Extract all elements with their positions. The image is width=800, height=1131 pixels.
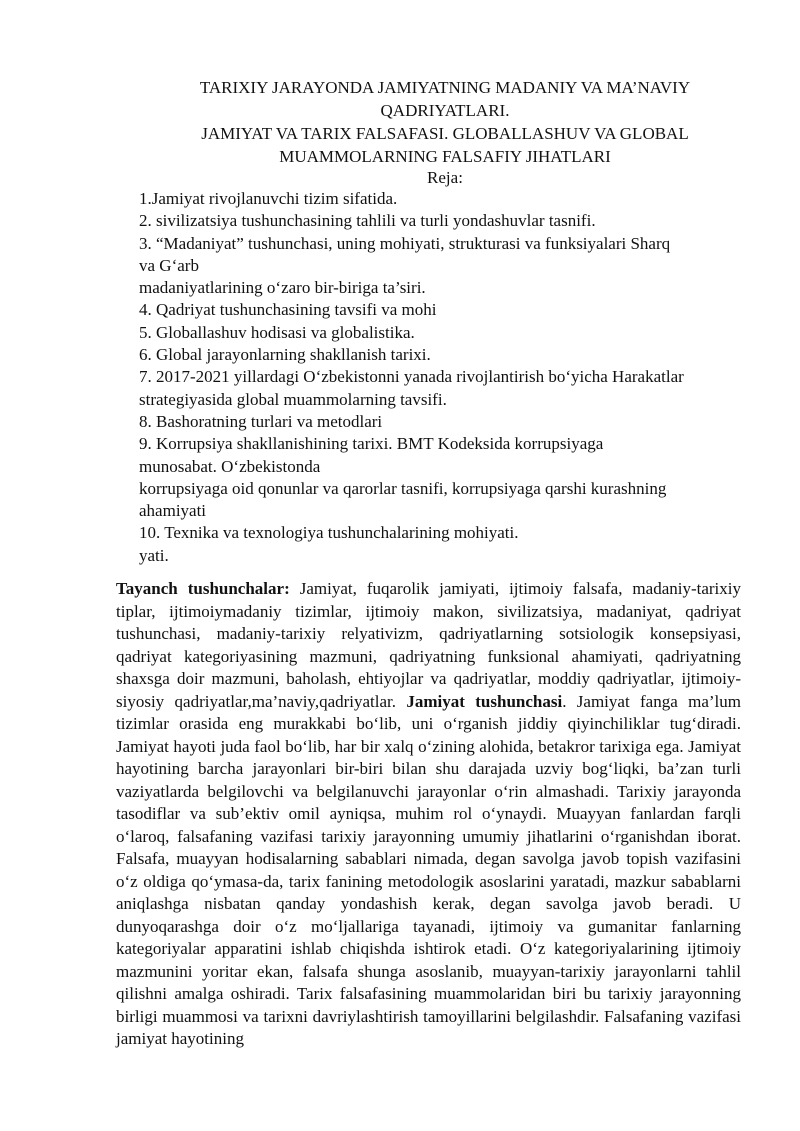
plan-line: 10. Texnika va texnologiya tushunchalarining mohiyati. bbox=[139, 523, 519, 543]
plan-line: 8. Bashoratning turlari va metodlari bbox=[139, 411, 383, 431]
title-line: MUAMMOLARNING FALSAFIY JIHATLARI bbox=[279, 147, 611, 166]
plan-line: yati. bbox=[139, 545, 169, 565]
title-line: QADRIYATLARI. bbox=[380, 101, 510, 120]
plan-line: 1.Jamiyat rivojlanuvchi tizim sifatida. bbox=[139, 189, 398, 208]
document-title bbox=[140, 76, 750, 168]
plan-line: 4. Qadriyat tushunchasining tavsifi va mohi bbox=[139, 300, 437, 320]
plan-heading: Reja: bbox=[427, 168, 463, 187]
key-terms-label: Tayanch tushunchalar: bbox=[116, 579, 290, 598]
plan-line: 2. sivilizatsiya tushunchasining tahlili va turli yondashuvlar tasnifi. bbox=[139, 211, 596, 231]
plan-line: strategiyasida global muammolarning tavsifi. bbox=[139, 389, 447, 409]
plan-line: va G‘arb bbox=[139, 255, 199, 275]
body-paragraph bbox=[116, 578, 741, 1051]
plan-line: madaniyatlarining o‘zaro bir-biriga ta’siri. bbox=[139, 278, 426, 298]
section-text: . Jamiyat fanga ma’lum tizimlar orasida eng murakkabi bo‘lib, uni o‘rganish jiddiy qiyinchiliklar tug‘diradi. Jamiyat hayoti juda faol bo‘lib, har bir xalq o‘zining alohida, betakror tarixiga ega. Jamiyat hayotining barcha jarayonlari bir-biri bilan shu darajada uzviy bog‘liqki, ba’zan turli vaziyatlarda belgilovchi va belgilanuvchi jarayonlar o‘rin almashadi. Tarixiy jarayonda tasodiflar va sub’ektiv omil ayniqsa, muhim rol o‘ynaydi. Muayyan fanlardan farqli o‘laroq, falsafaning vazifasi tarixiy jarayonning umumiy jihatlarini o‘rganishdan iborat. Falsafa, muayyan hodisalarning sabablari nimada, degan savolga javob topish vazifasini o‘z oldiga qo‘ymasa-da, tarix fanining metodologik asoslarini yaratadi, mazkur sabablarni aniqlashga nisbatan qanday yondashish kerak, degan savolga javob beradi. U dunyoqarashga doir o‘z mo‘ljallariga tayanadi, ijtimoiy va gumanitar fanlarning kategoriyalar apparatini ishlab chiqishda ishtirok etadi. O‘z kategoriyalarining ijtimoiy mazmunini yoritar ekan, falsafa shunga asoslanib, muayyan-tarixiy jarayonlarni tahlil qilishni amalga oshiradi. Tarix falsafasining muammolaridan biri bu tarixiy jarayonning birligi muammosi va tarixni davriylashtirish tamoyillarini belgilashdir. Falsafaning vazifasi jamiyat hayotining bbox=[116, 691, 741, 1048]
plan-line: ahamiyati bbox=[139, 501, 207, 521]
key-terms-text: Jamiyat, fuqarolik jamiyati, ijtimoiy falsafa, madaniy-tarixiy tiplar, ijtimoiymadaniy tizimlar, ijtimoiy makon, sivilizatsiya, madaniyat, qadriyat tushunchasi, madaniy-tarixiy relyativizm, qadriyatlarning sotsiologik konsepsiyasi, qadriyat kategoriyasining mazmuni, qadriyatning funksional ahamiyati, qadriyatning shaxsga doir mazmuni, baholash, ehtiyojlar va qadriyatlar, moddiy qadriyatlar, ijtimoiy-siyosiy qadriyatlar,ma’naviy,qadriyatlar. bbox=[116, 579, 741, 711]
plan-line: korrupsiyaga oid qonunlar va qarorlar tasnifi, korrupsiyaga qarshi kurashning bbox=[139, 478, 667, 498]
plan-list bbox=[139, 188, 751, 567]
plan-line: 5. Globallashuv hodisasi va globalistika. bbox=[139, 322, 415, 342]
plan-line: 9. Korrupsiya shakllanishining tarixi. BMT Kodeksida korrupsiyaga bbox=[139, 434, 604, 454]
section-label: Jamiyat tushunchasi bbox=[406, 691, 563, 711]
plan-line: 3. “Madaniyat” tushunchasi, uning mohiyati, strukturasi va funksiyalari Sharq bbox=[139, 233, 671, 253]
title-line: TARIXIY JARAYONDA JAMIYATNING MADANIY VA MA’NAVIY bbox=[199, 78, 691, 97]
plan-line: 6. Global jarayonlarning shakllanish tarixi. bbox=[139, 345, 431, 365]
title-line: JAMIYAT VA TARIX FALSAFASI. GLOBALLASHUV VA GLOBAL bbox=[201, 124, 689, 143]
plan-line: 7. 2017-2021 yillardagi O‘zbekistonni yanada rivojlantirish bo‘yicha Harakatlar bbox=[139, 367, 684, 387]
plan-line: munosabat. O‘zbekistonda bbox=[139, 456, 321, 476]
